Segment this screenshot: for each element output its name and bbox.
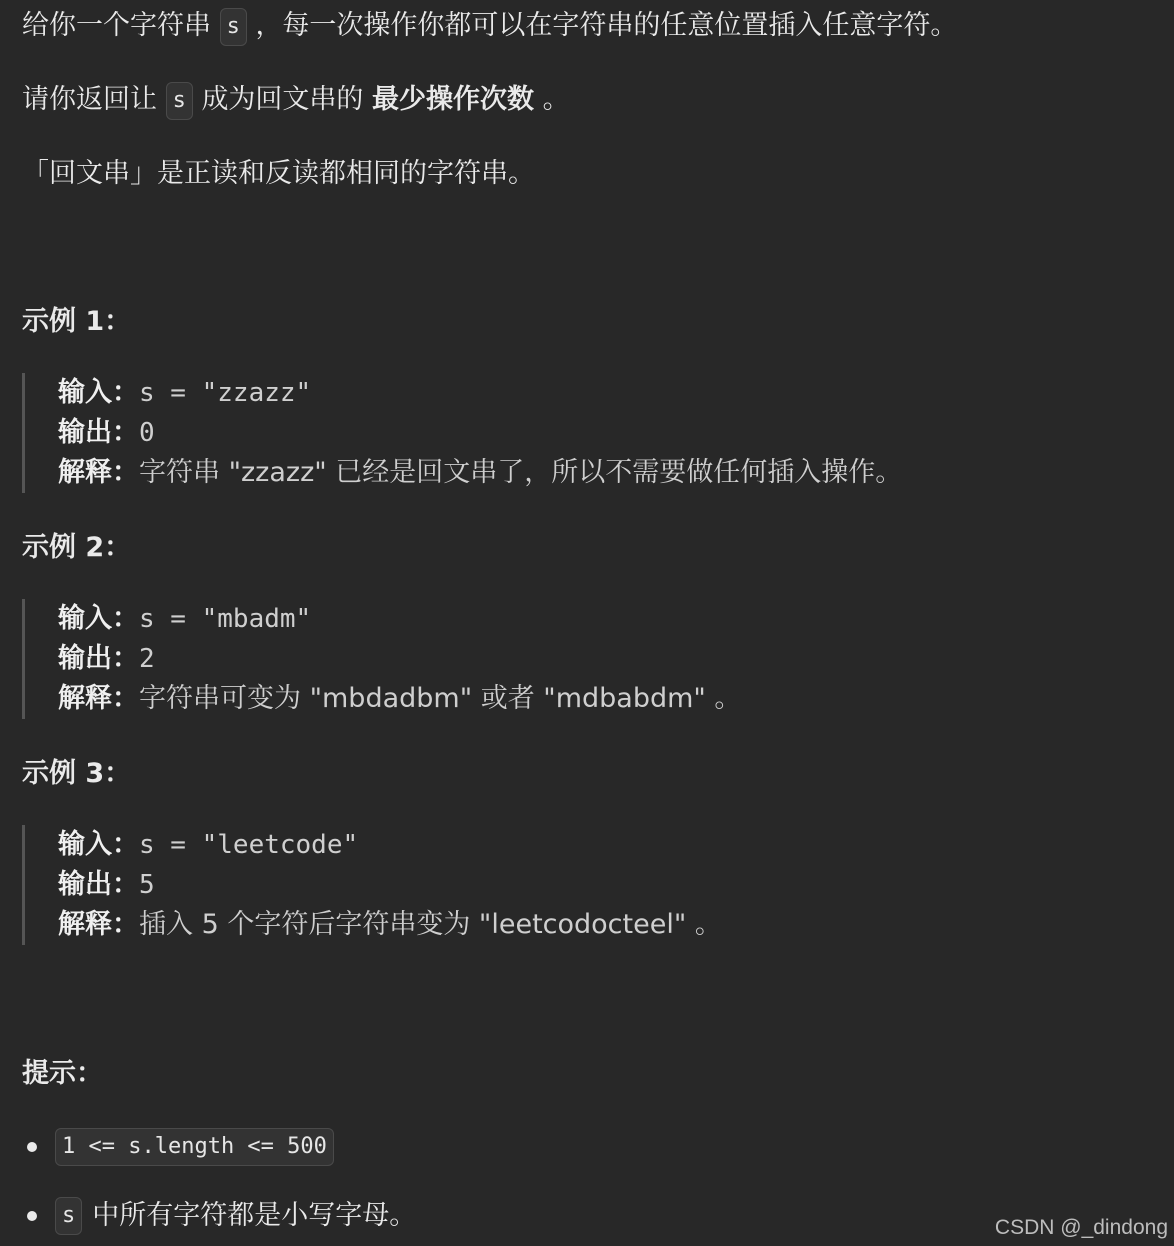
watermark: CSDN @_dindong (994, 1216, 1168, 1239)
bullet-dot-icon (27, 1142, 37, 1152)
example-3-heading: 示例 3： (22, 758, 132, 789)
hint-text: 中所有字符都是小写字母。 (92, 1200, 417, 1231)
intro-text: 请你返回让 (22, 84, 157, 115)
input-value: s = "mbadm" (139, 604, 312, 634)
input-label: 输入： (58, 377, 139, 408)
intro-text: 成为回文串的 (201, 84, 364, 115)
intro-text: 「回文串」是正读和反读都相同的字符串。 (22, 158, 535, 189)
example-3-block (22, 825, 1158, 945)
input-value: s = "leetcode" (139, 830, 359, 860)
example-explain-row (58, 453, 1158, 493)
intro-bold-text: 最少操作次数 (372, 84, 535, 115)
input-label: 输入： (58, 829, 139, 860)
bullet-dot-icon (27, 1211, 37, 1221)
example-output-row (58, 413, 1158, 453)
example-2-heading: 示例 2： (22, 532, 132, 563)
hints-heading: 提示： (22, 1058, 103, 1089)
example-input-row (58, 825, 1158, 865)
output-label: 输出： (58, 869, 139, 900)
example-1-heading: 示例 1： (22, 306, 132, 337)
explain-label: 解释： (58, 909, 139, 940)
inline-code: 1 <= s.length <= 500 (55, 1128, 334, 1166)
inline-code: s (55, 1197, 82, 1235)
output-value: 2 (139, 644, 155, 674)
input-label: 输入： (58, 603, 139, 634)
intro-paragraph-3 (22, 154, 535, 194)
explain-value: 插入 5 个字符后字符串变为 "leetcodocteel" 。 (139, 909, 722, 940)
intro-text: 。 (542, 84, 570, 115)
intro-text: ，每一次操作你都可以在字符串的任意位置插入任意字符。 (255, 10, 958, 41)
intro-paragraph-1 (22, 6, 957, 46)
example-input-row (58, 373, 1158, 413)
inline-code: s (220, 8, 247, 46)
example-explain-row (58, 679, 1158, 719)
input-value: s = "zzazz" (139, 378, 312, 408)
output-value: 0 (139, 418, 155, 448)
example-2-block (22, 599, 1158, 719)
output-label: 输出： (58, 643, 139, 674)
inline-code: s (166, 82, 193, 120)
hint-item-1 (22, 1128, 334, 1166)
example-input-row (58, 599, 1158, 639)
explain-value: 字符串可变为 "mbdadbm" 或者 "mdbabdm" 。 (139, 683, 742, 714)
output-label: 输出： (58, 417, 139, 448)
example-output-row (58, 639, 1158, 679)
intro-text: 给你一个字符串 (22, 10, 211, 41)
explain-label: 解释： (58, 457, 139, 488)
intro-paragraph-2 (22, 80, 570, 120)
output-value: 5 (139, 870, 155, 900)
explain-value: 字符串 "zzazz" 已经是回文串了，所以不需要做任何插入操作。 (139, 457, 903, 488)
example-explain-row (58, 905, 1158, 945)
example-output-row (58, 865, 1158, 905)
hint-item-2 (22, 1196, 416, 1236)
example-1-block (22, 373, 1158, 493)
explain-label: 解释： (58, 683, 139, 714)
